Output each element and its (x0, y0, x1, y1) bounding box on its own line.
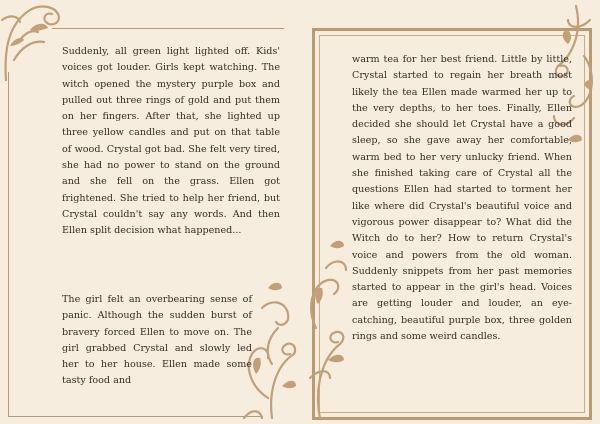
side-flourish-icon (300, 228, 356, 424)
top-rule (52, 28, 284, 29)
bottom-rule (8, 416, 263, 417)
left-paragraph-2: The girl felt an overbearing sense of panic. Although the sudden burst of bravery forced Ellen to move on. The girl grabbed Crystal and slowly led her to her house. Ellen made some tasty food and (62, 294, 252, 387)
left-paragraph-1: Suddenly, all green light lighted off. Kids' voices got louder. Girls kept watching. The witch opened the mystery purple box and pulled out three rings of gold and put them on her fingers. After that, she lighted up three yellow candles and put on that table of wood. Crystal got bad. She felt very tired, she had no power to stand on the ground and she fell on the grass. Ellen got frightened. She tried to help her friend, but Crystal couldn't say any words. And then Ellen split decision what happened... (62, 46, 280, 237)
right-page (300, 0, 600, 424)
right-paragraph-1: warm tea for her best friend. Little by little, Crystal started to regain her breath most likely the tea Ellen made warmed her up to the very depths, to her toes. Finally, Ellen decided she should let Crystal have a good sleep, so she gave away her comfortable, warm bed to her very unlucky friend. When she finished taking care of Crystal all the questions Ellen had started to torment her like where did Crystal's beautiful voice and vigorous power disappear to? What did the Witch do to her? How to return Crystal's voice and powers from the old woman. Suddenly snippets from her past memories started to appear in the girl's head. Voices are getting louder and louder, an eye-catching, beautiful purple box, three golden rings and some weird candles. (352, 54, 572, 343)
left-rule (8, 72, 9, 417)
